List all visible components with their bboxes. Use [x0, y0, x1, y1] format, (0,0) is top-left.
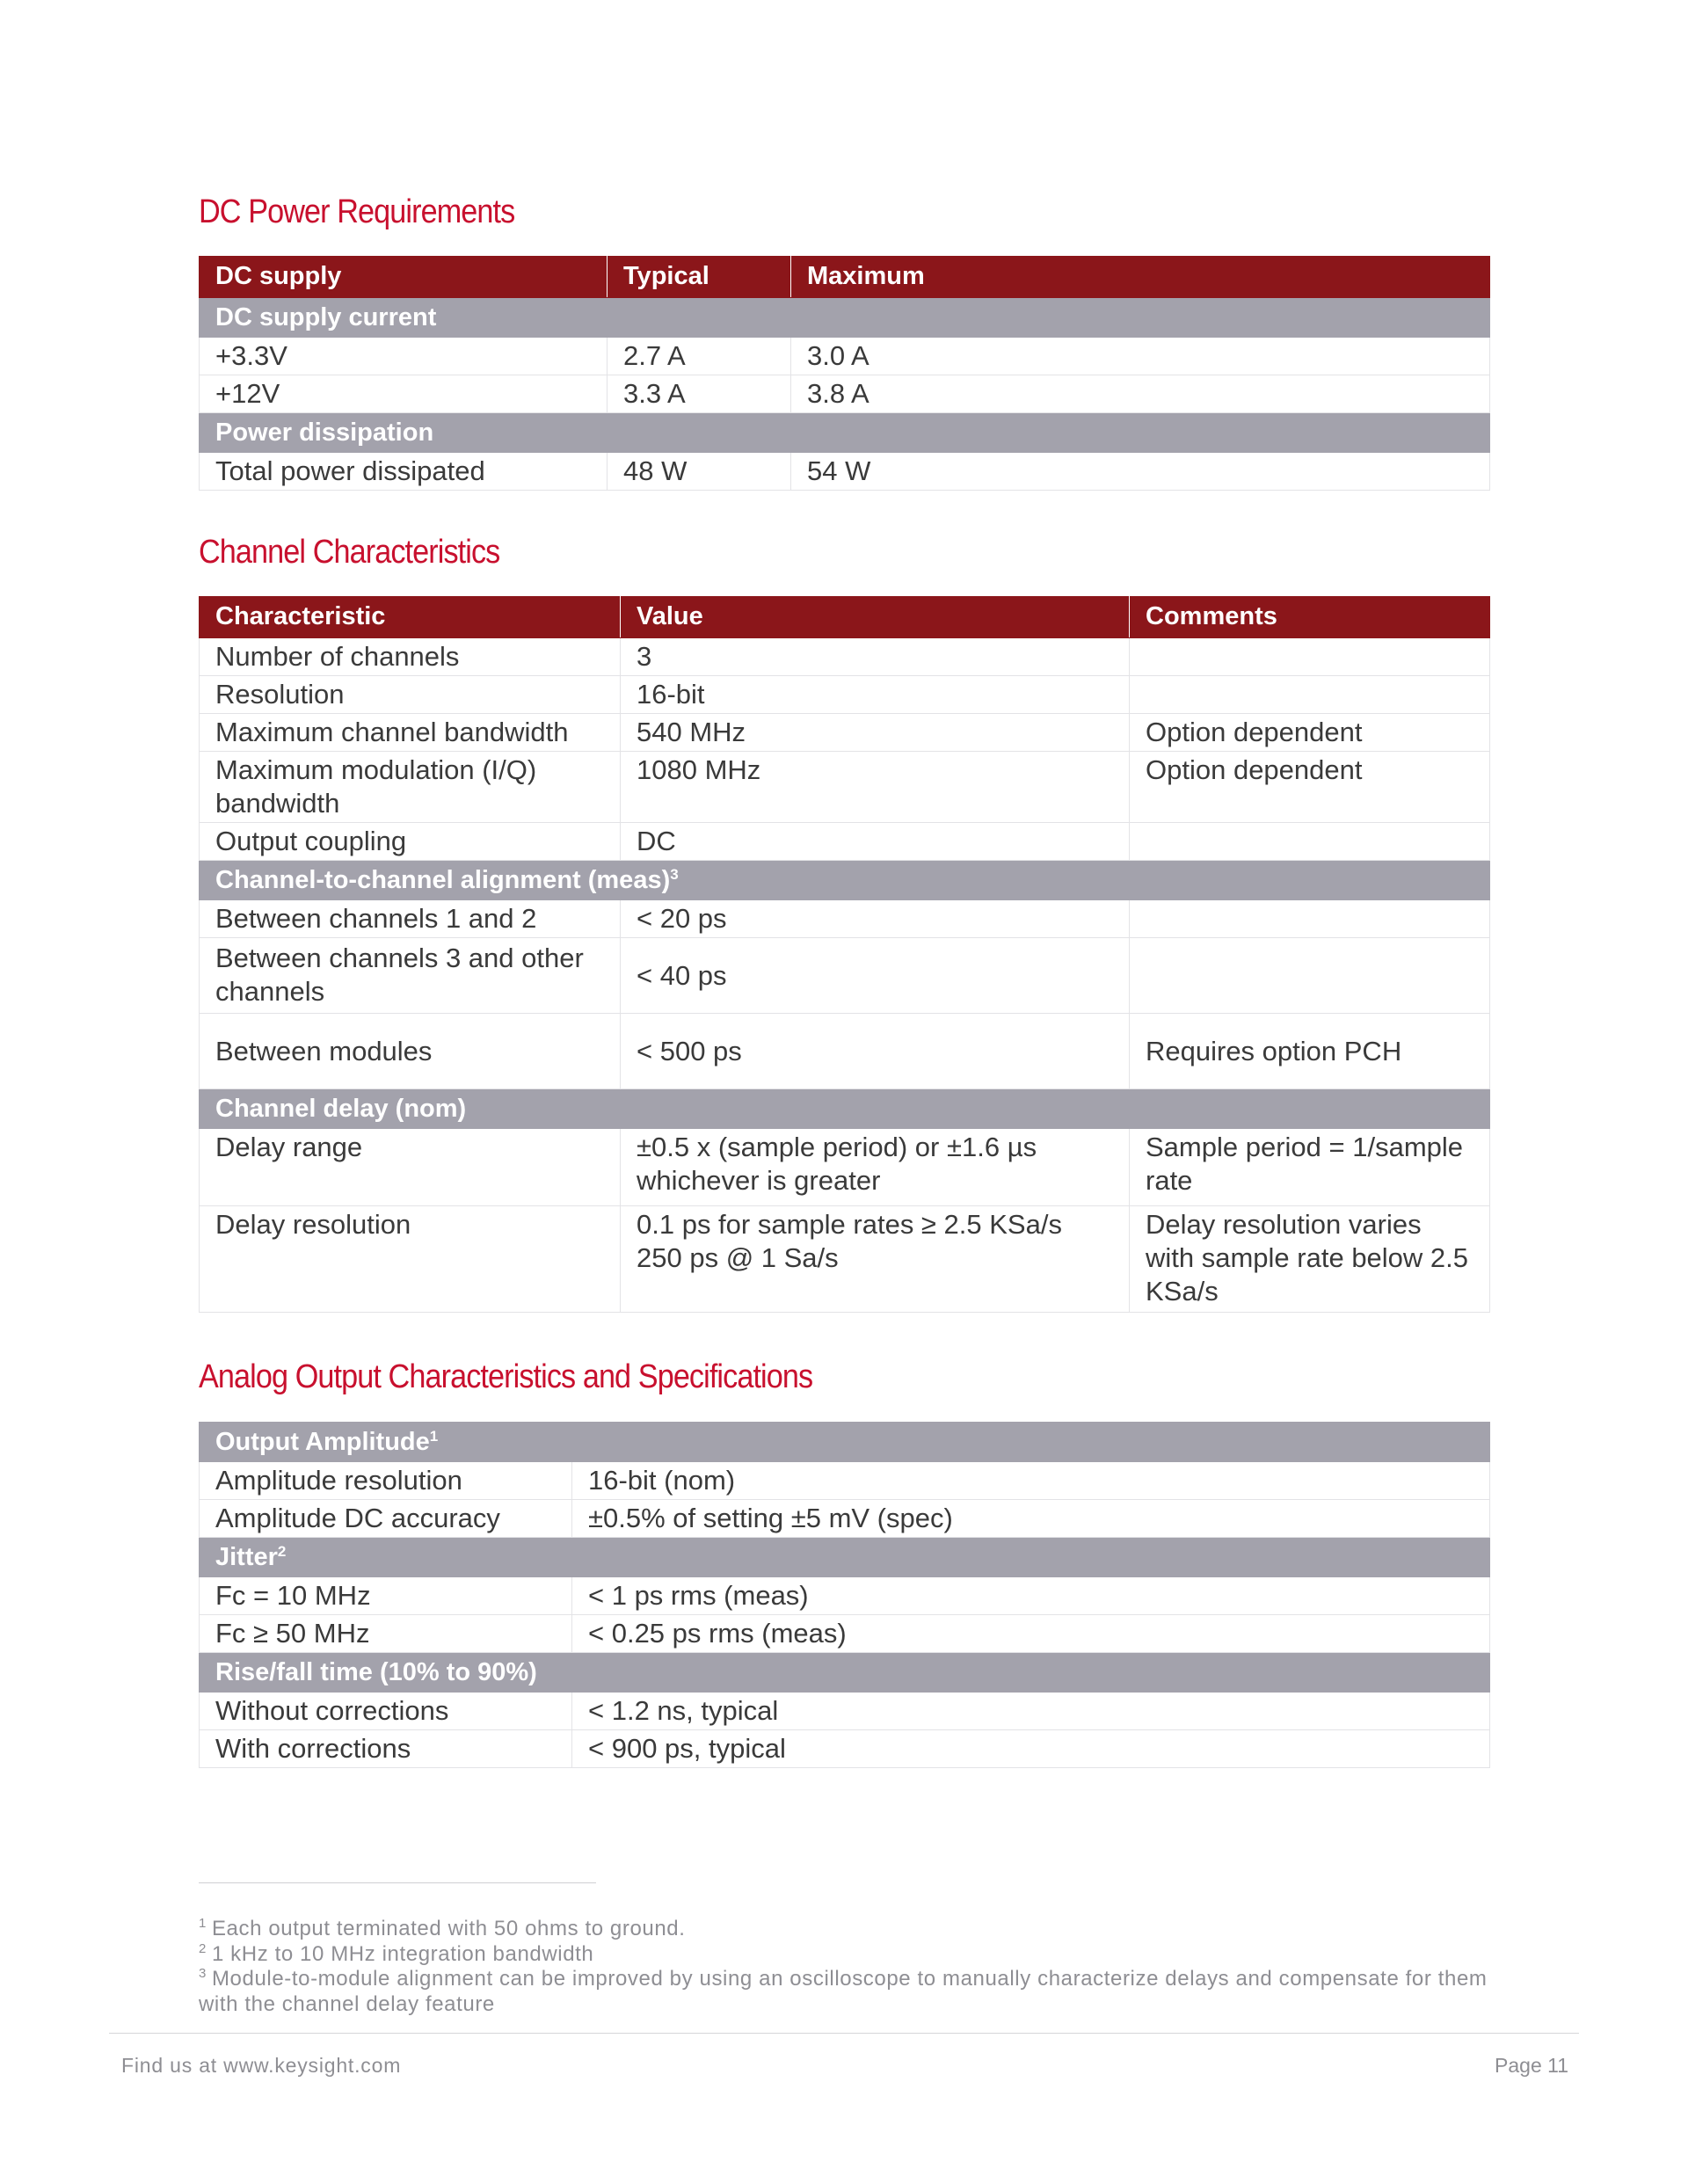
- table-cell: 16-bit (nom): [572, 1462, 1490, 1500]
- table-cell: [621, 1206, 1130, 1313]
- table-cell: ±0.5% of setting ±5 mV (spec): [572, 1500, 1490, 1538]
- table-cell: 54 W: [791, 453, 1490, 491]
- table-cell: Amplitude DC accuracy: [200, 1500, 572, 1538]
- group-row: [200, 1089, 1490, 1129]
- column-header: Typical: [608, 257, 791, 298]
- table-cell: [1130, 938, 1490, 1014]
- table-cell: Delay range: [200, 1129, 621, 1206]
- table-cell: < 500 ps: [621, 1014, 1130, 1089]
- table-cell: +12V: [200, 375, 608, 413]
- table-cell: DC: [621, 823, 1130, 861]
- cell-line: 0.1 ps for sample rates ≥ 2.5 KSa/s: [637, 1209, 1062, 1240]
- group-row: [200, 1653, 1490, 1693]
- footnote-marker: 1: [429, 1428, 439, 1445]
- table-cell: < 40 ps: [621, 938, 1130, 1014]
- column-header: Comments: [1130, 597, 1490, 638]
- table-row: [200, 1014, 1490, 1089]
- table-cell: [1130, 676, 1490, 714]
- table-cell: Number of channels: [200, 638, 621, 676]
- group-label: [200, 1423, 1490, 1462]
- table-cell: With corrections: [200, 1730, 572, 1768]
- footer-website: Find us at www.keysight.com: [121, 2054, 402, 2077]
- footnote-text: 1 kHz to 10 MHz integration bandwidth: [211, 1941, 594, 1966]
- table-cell: < 20 ps: [621, 900, 1130, 938]
- group-row: [200, 861, 1490, 900]
- channel-table-wrap: [199, 596, 1489, 1313]
- table-row: [200, 1206, 1490, 1313]
- column-header: Value: [621, 597, 1130, 638]
- group-row: [200, 298, 1490, 338]
- table-row: [200, 1730, 1490, 1768]
- table-row: [200, 714, 1490, 752]
- footnote-number: 1: [199, 1916, 207, 1931]
- column-header: DC supply: [200, 257, 608, 298]
- table-cell: Delay resolution: [200, 1206, 621, 1313]
- table-cell: 1080 MHz: [621, 752, 1130, 823]
- table-cell: Maximum modulation (I/Q) bandwidth: [200, 752, 621, 823]
- footnotes: [199, 1917, 1500, 2017]
- table-row: [200, 938, 1490, 1014]
- table-row: [200, 1615, 1490, 1653]
- table-cell: Resolution: [200, 676, 621, 714]
- table-header-row: [200, 257, 1490, 298]
- table-cell: 16-bit: [621, 676, 1130, 714]
- footnote-text: Module-to-module alignment can be improved by using an oscilloscope to manually characterize delays and compensate for them with the channel delay feature: [199, 1967, 1488, 2016]
- group-label: Channel delay (nom): [200, 1089, 1490, 1129]
- group-label-text: Channel-to-channel alignment (meas): [215, 866, 671, 894]
- channel-table: [199, 596, 1490, 1313]
- table-cell: Option dependent: [1130, 714, 1490, 752]
- table-cell: < 1.2 ns, typical: [572, 1693, 1490, 1730]
- table-cell: Without corrections: [200, 1693, 572, 1730]
- table-row: [200, 638, 1490, 676]
- table-row: [200, 900, 1490, 938]
- channel-title: Channel Characteristics: [199, 534, 500, 571]
- footnote-number: 3: [199, 1966, 207, 1981]
- table-cell: 3.0 A: [791, 338, 1490, 375]
- table-row: [200, 338, 1490, 375]
- table-cell: ±0.5 x (sample period) or ±1.6 µs whichever is greater: [621, 1129, 1130, 1206]
- table-cell: 3: [621, 638, 1130, 676]
- table-row: [200, 1462, 1490, 1500]
- table-cell: [1130, 823, 1490, 861]
- group-label: Power dissipation: [200, 413, 1490, 453]
- table-cell: 48 W: [608, 453, 791, 491]
- table-cell: Amplitude resolution: [200, 1462, 572, 1500]
- table-cell: Sample period = 1/sample rate: [1130, 1129, 1490, 1206]
- table-cell: Option dependent: [1130, 752, 1490, 823]
- table-cell: 3.3 A: [608, 375, 791, 413]
- table-row: [200, 676, 1490, 714]
- group-label-text: Output Amplitude: [215, 1428, 430, 1456]
- table-cell: [1130, 900, 1490, 938]
- table-cell: +3.3V: [200, 338, 608, 375]
- group-row: [200, 413, 1490, 453]
- table-header-row: [200, 597, 1490, 638]
- group-row: [200, 1423, 1490, 1462]
- footnote-divider: [199, 1882, 596, 1883]
- table-row: [200, 752, 1490, 823]
- group-label: DC supply current: [200, 298, 1490, 338]
- dc-power-title: DC Power Requirements: [199, 193, 515, 230]
- footnote-number: 2: [199, 1940, 207, 1956]
- group-label: Rise/fall time (10% to 90%): [200, 1653, 1490, 1693]
- group-row: [200, 1538, 1490, 1577]
- table-row: [200, 1693, 1490, 1730]
- column-header: Characteristic: [200, 597, 621, 638]
- dc-power-section: [199, 193, 1489, 231]
- table-row: [200, 1129, 1490, 1206]
- footnote-marker: 3: [670, 866, 679, 883]
- table-cell: Fc ≥ 50 MHz: [200, 1615, 572, 1653]
- analog-table-wrap: [199, 1422, 1489, 1768]
- table-cell: Between channels 3 and other channels: [200, 938, 621, 1014]
- analog-title: Analog Output Characteristics and Specifications: [199, 1358, 813, 1395]
- table-row: [200, 1500, 1490, 1538]
- table-cell: 3.8 A: [791, 375, 1490, 413]
- group-label-text: Jitter: [215, 1543, 278, 1571]
- footnote-marker: 2: [277, 1543, 287, 1560]
- column-header: Maximum: [791, 257, 1490, 298]
- table-row: [200, 375, 1490, 413]
- table-cell: Total power dissipated: [200, 453, 608, 491]
- table-cell: < 0.25 ps rms (meas): [572, 1615, 1490, 1653]
- table-cell: Output coupling: [200, 823, 621, 861]
- page-number: Page 11: [1495, 2054, 1568, 2077]
- table-cell: [1130, 638, 1490, 676]
- table-cell: 2.7 A: [608, 338, 791, 375]
- table-cell: Delay resolution varies with sample rate below 2.5 KSa/s: [1130, 1206, 1490, 1313]
- group-label: [200, 1538, 1490, 1577]
- table-cell: Between modules: [200, 1014, 621, 1089]
- cell-line: 250 ps @ 1 Sa/s: [637, 1242, 839, 1273]
- channel-section: [199, 534, 1489, 571]
- dc-power-table: [199, 256, 1490, 491]
- table-cell: 540 MHz: [621, 714, 1130, 752]
- table-cell: < 1 ps rms (meas): [572, 1577, 1490, 1615]
- analog-section: [199, 1358, 1489, 1396]
- table-row: [200, 453, 1490, 491]
- table-cell: < 900 ps, typical: [572, 1730, 1490, 1768]
- footnote-text: Each output terminated with 50 ohms to ground.: [211, 1917, 686, 1940]
- footnote: [199, 1917, 1500, 1942]
- table-cell: Fc = 10 MHz: [200, 1577, 572, 1615]
- table-cell: Requires option PCH: [1130, 1014, 1490, 1089]
- group-label: [200, 861, 1490, 900]
- table-row: [200, 823, 1490, 861]
- footnote: [199, 1967, 1500, 2017]
- table-cell: Between channels 1 and 2: [200, 900, 621, 938]
- analog-table: [199, 1422, 1490, 1768]
- table-row: [200, 1577, 1490, 1615]
- table-cell: Maximum channel bandwidth: [200, 714, 621, 752]
- dc-power-table-wrap: [199, 256, 1489, 491]
- footer-divider: [109, 2033, 1579, 2034]
- footnote: [199, 1942, 1500, 1968]
